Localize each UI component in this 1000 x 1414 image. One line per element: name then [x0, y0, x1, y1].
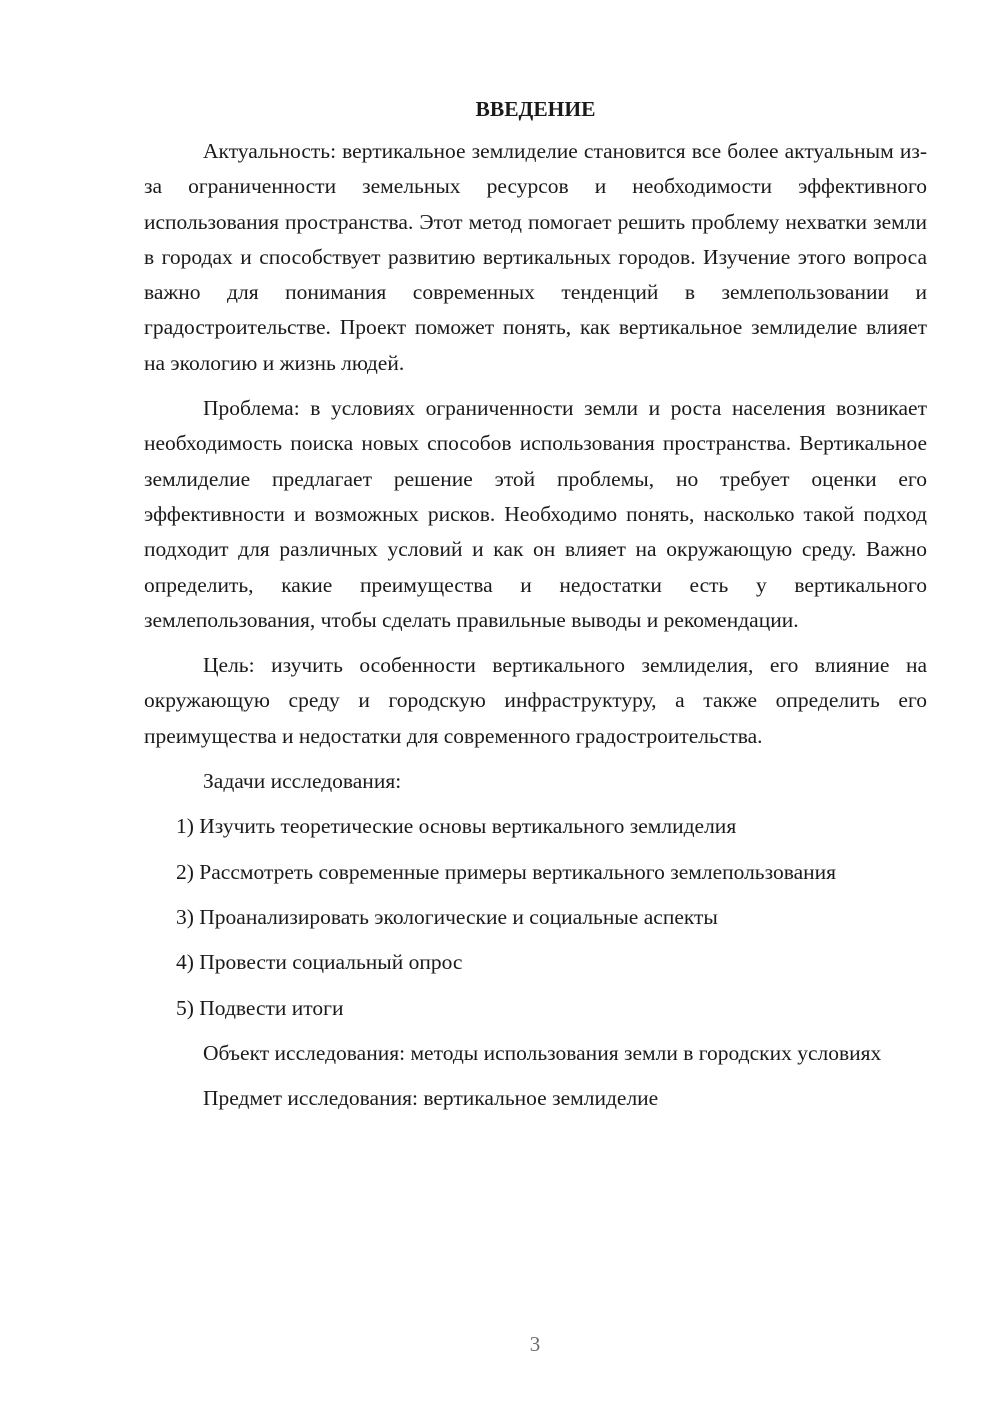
goal-paragraph: Цель: изучить особенности вертикального землиделия, его влияние на окружающую среду и городскую инфраструктуру, а также определить его преимущества и недостатки для современного градостроительства. — [144, 653, 927, 748]
task-item-5: 5) Подвести итоги — [176, 995, 344, 1020]
page-title: ВВЕДЕНИЕ — [475, 97, 596, 121]
object-paragraph: Объект исследования: методы использования земли в городских условиях — [203, 1040, 882, 1065]
tasks-heading: Задачи исследования: — [203, 769, 402, 794]
subject-paragraph: Предмет исследования: вертикальное землиделие — [203, 1086, 659, 1111]
document-page — [144, 92, 927, 1126]
problem-paragraph: Проблема: в условиях ограниченности земли и роста населения возникает необходимость поиска новых способов использования пространства. Вертикальное землиделие предлагает решение этой проблемы, но требует оценки его эффективности и возможных рисков. Необходимо понять, насколько такой подход подходит для различных условий и как он влияет на окружающую среду. Важно определить, какие преимущества и недостатки есть у вертикального землепользования, чтобы сделать правильные выводы и рекомендации. — [144, 396, 927, 632]
task-item-4: 4) Провести социальный опрос — [176, 950, 463, 975]
task-item-1: 1) Изучить теоретические основы вертикального землиделия — [176, 814, 737, 839]
page-number: 3 — [529, 1332, 541, 1356]
task-item-2: 2) Рассмотреть современные примеры вертикального землепользования — [176, 859, 837, 884]
task-item-3: 3) Проанализировать экологические и социальные аспекты — [176, 904, 718, 929]
relevance-paragraph: Актуальность: вертикальное землиделие становится все более актуальным из-за ограниченности земельных ресурсов и необходимости эффективного использования пространства. Этот метод помогает решить проблему нехватки земли в городах и способствует развитию вертикальных городов. Изучение этого вопроса важно для понимания современных тенденций в землепользовании и градостроительстве. Проект поможет понять, как вертикальное землиделие влияет на экологию и жизнь людей. — [144, 139, 927, 375]
